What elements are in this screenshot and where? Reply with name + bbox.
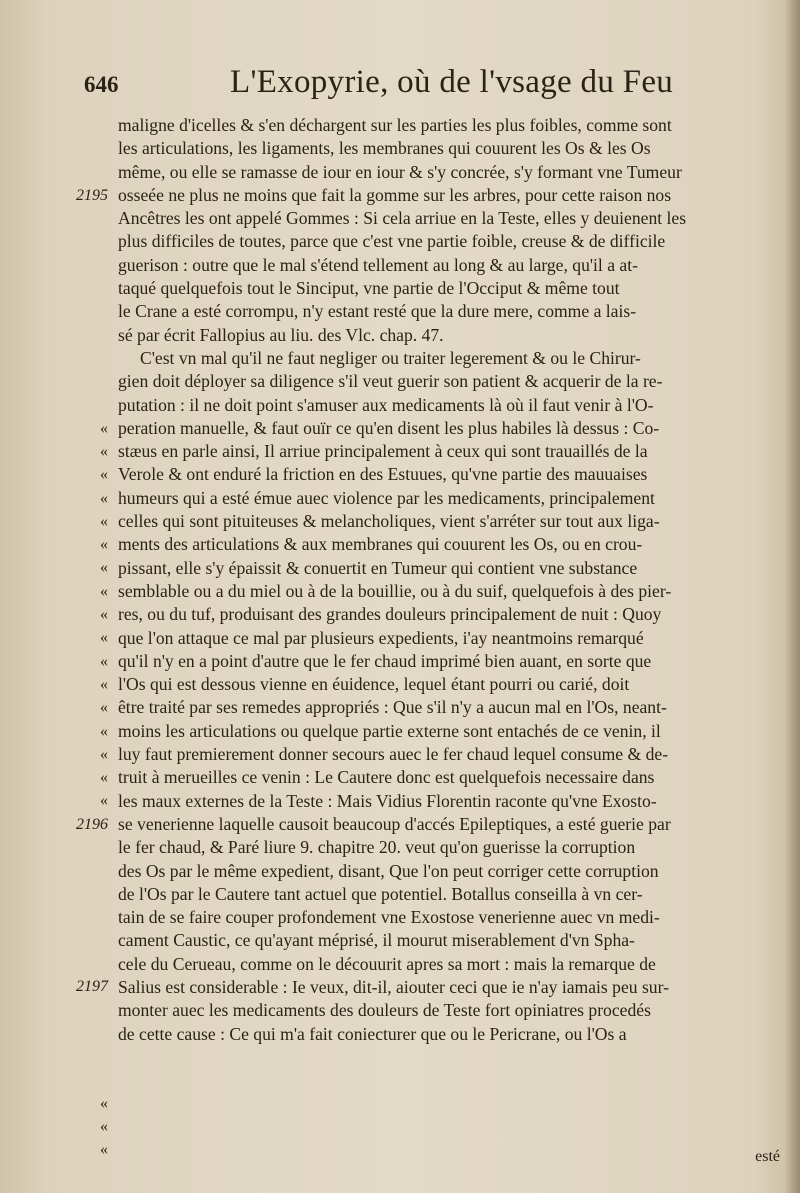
text-line: truit à merueilles ce venin : Le Cautere donc est quelquefois necessaire dans	[118, 767, 655, 788]
text-line: que l'on attaque ce mal par plusieurs expedients, i'ay neantmoins remarqué	[118, 627, 644, 648]
text-line: gien doit déployer sa diligence s'il veut guerir son patient & acquerir de la re-	[118, 371, 663, 392]
text-line: se venerienne laquelle causoit beaucoup d'accés Epileptiques, a esté guerie par	[118, 813, 671, 834]
text-line: le Crane a esté corrompu, n'y estant resté que la dure mere, comme a lais-	[118, 301, 637, 322]
text-line: luy faut premierement donner secours auec le fer chaud lequel consume & de-	[118, 744, 669, 765]
margin-quote: «	[100, 490, 108, 507]
text-line: cele du Cerueau, comme on le découurit apres sa mort : mais la remarque de	[118, 953, 656, 974]
running-title: L'Exopyrie, où de l'vsage du Feu	[230, 64, 674, 100]
margin-quote: «	[100, 466, 108, 483]
margin-quote: «	[100, 536, 108, 553]
text-line: être traité par ses remedes appropriés : Que s'il n'y a aucun mal en l'Os, neant-	[118, 697, 667, 718]
margin-number: 2195	[76, 187, 108, 204]
text-line: semblable ou a du miel ou à de la bouillie, ou à du suif, quelquefois à des pier-	[118, 580, 672, 601]
text-line: osseée ne plus ne moins que fait la gomme sur les arbres, pour cette raison nos	[118, 184, 672, 205]
text-line: celles qui sont pituiteuses & melancholiques, vient s'arréter sur tout aux liga-	[118, 511, 660, 532]
text-line: maligne d'icelles & s'en déchargent sur les parties les plus foibles, comme sont	[118, 115, 672, 135]
page-header	[60, 64, 780, 104]
text-line: les maux externes de la Teste : Mais Vidius Florentin raconte qu'vne Exosto-	[118, 790, 657, 811]
margin-quote: «	[100, 676, 108, 693]
margin-quote: «	[100, 559, 108, 576]
text-line: plus difficiles de toutes, parce que c'est vne partie foible, creuse & de difficile	[118, 231, 666, 252]
margin-number: 2197	[76, 978, 108, 995]
text-line: peration manuelle, & faut ouïr ce qu'en disent les plus habiles là dessus : Co-	[118, 417, 660, 438]
text-line: putation : il ne doit point s'amuser aux medicaments là où il faut venir à l'O-	[118, 394, 654, 415]
text-line: ments des articulations & aux membranes qui couurent les Os, ou en crou-	[118, 534, 643, 555]
text-line: des Os par le même expedient, disant, Que l'on peut corriger cette corruption	[118, 860, 659, 881]
text-line: de cette cause : Ce qui m'a fait coniecturer que ou le Pericrane, ou l'Os a	[118, 1023, 627, 1044]
margin-quote: «	[100, 792, 108, 809]
margin-quote: «	[100, 606, 108, 623]
margin-quote: «	[100, 513, 108, 530]
text-line: monter auec les medicaments des douleurs de Teste fort opiniatres procedés	[118, 1000, 651, 1021]
margin-quote: «	[100, 443, 108, 460]
text-line: l'Os qui est dessous vienne en éuidence, lequel étant pourri ou carié, doit	[118, 674, 630, 695]
text-line: même, ou elle se ramasse de iour en iour & s'y concrée, s'y formant vne Tumeur	[118, 161, 682, 182]
text-line: Verole & ont enduré la friction en des Estuues, qu'vne partie des mauuaises	[118, 464, 648, 485]
margin-quote: «	[100, 420, 108, 437]
text-line: Salius est considerable : Ie veux, dit-il, aiouter ceci que ie n'ay iamais peu sur-	[118, 976, 669, 997]
margin-quote: «	[100, 1118, 108, 1135]
page-number: 646	[84, 72, 119, 97]
margin-quote: «	[100, 1141, 108, 1158]
margin-quote: «	[100, 769, 108, 786]
text-line: humeurs qui a esté émue auec violence par les medicaments, principalement	[118, 487, 655, 508]
margin-number: 2196	[76, 816, 108, 833]
margin-quote: «	[100, 699, 108, 716]
text-line: Ancêtres les ont appelé Gommes : Si cela arriue en la Teste, elles y deuienent les	[118, 208, 687, 229]
text-line: sé par écrit Fallopius au liu. des Vlc. chap. 47.	[118, 324, 444, 345]
text-line: tain de se faire couper profondement vne Exostose venerienne auec vn medi-	[118, 907, 660, 928]
text-line: res, ou du tuf, produisant des grandes douleurs principalement de nuit : Quoy	[118, 604, 662, 625]
margin-quote: «	[100, 746, 108, 763]
text-line: guerison : outre que le mal s'étend tellement au long & au large, qu'il a at-	[118, 254, 638, 275]
text-line: stæus en parle ainsi, Il arriue principalement à ceux qui sont trauaillés de la	[118, 441, 648, 462]
text-line: qu'il n'y en a point d'autre que le fer chaud imprimé bien auant, en sorte que	[118, 650, 652, 671]
margin-quote: «	[100, 1095, 108, 1112]
text-line: C'est vn mal qu'il ne faut negliger ou traiter legerement & ou le Chirur-	[140, 347, 641, 368]
body-text	[118, 114, 790, 1046]
text-line: pissant, elle s'y épaissit & conuertit en Tumeur qui contient vne substance	[118, 557, 638, 578]
margin-quote: «	[100, 583, 108, 600]
catchword: esté	[755, 1148, 780, 1165]
text-line: le fer chaud, & Paré liure 9. chapitre 20. veut qu'on guerisse la corruption	[118, 837, 636, 858]
text-line: les articulations, les ligaments, les membranes qui couurent les Os & les Os	[118, 138, 651, 159]
text-line: moins les articulations ou quelque partie externe sont entachés de ce venin, il	[118, 720, 661, 741]
margin-quote: «	[100, 629, 108, 646]
text-line: de l'Os par le Cautere tant actuel que potentiel. Botallus conseilla à vn cer-	[118, 883, 643, 904]
text-line: taqué quelquefois tout le Sinciput, vne partie de l'Occiput & même tout	[118, 278, 620, 299]
margin-quote: «	[100, 653, 108, 670]
text-line: cament Caustic, ce qu'ayant méprisé, il mourut miserablement d'vn Spha-	[118, 930, 635, 951]
margin-quote: «	[100, 723, 108, 740]
